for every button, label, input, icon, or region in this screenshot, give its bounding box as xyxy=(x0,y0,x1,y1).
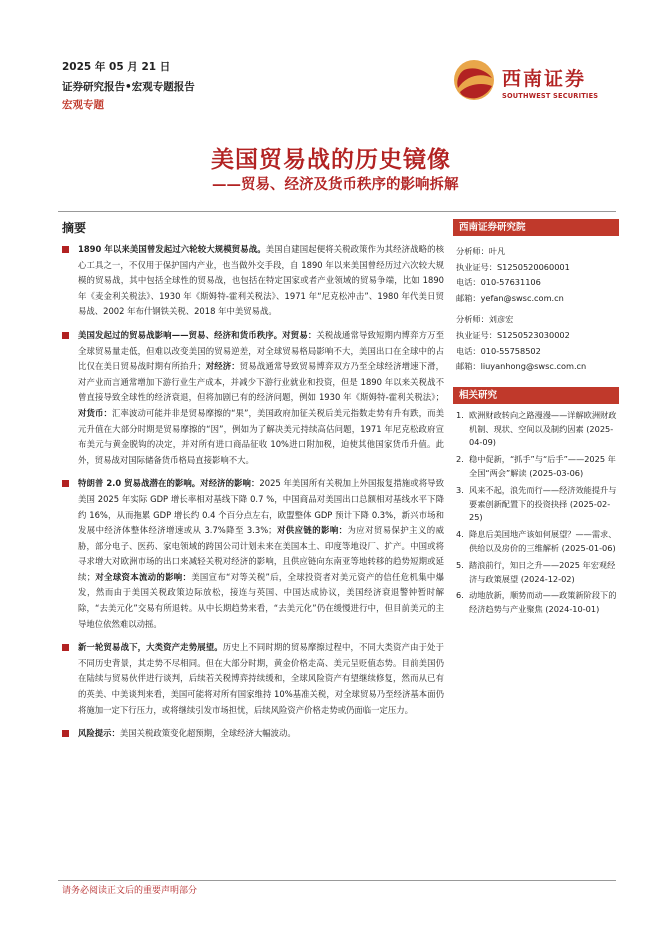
footer-disclaimer: 请务必阅读正文后的重要声明部分 xyxy=(62,886,198,896)
paragraph-text: 2025 年美国所有关税加上外国报复措施或将导致美国 2025 年实际 GDP 增长率相对基线下降 0.7 %，中国商品对美国出口总额相对基线水平下降约 16%，从而拖累 GDP 增长约 0.4 个百分点左右，欧盟整体 GDP 预计下降 0.3%，新兴市场和发展中经济体整体经济增速或从 3.7%降至 3.3%； xyxy=(78,478,444,536)
report-title: 美国贸易战的历史镜像 xyxy=(211,146,451,173)
bullet-icon xyxy=(62,246,69,253)
company-logo xyxy=(452,58,612,110)
related-heading: 相关研究 xyxy=(453,387,619,404)
related-item[interactable] xyxy=(456,559,619,587)
paragraph-lead: 美国发起过的贸易战影响——贸易、经济和货币秩序。对贸易： xyxy=(78,329,317,340)
related-item[interactable] xyxy=(456,589,619,617)
related-item-text: 踏浪前行，知日之升——2025 年宏观经济与政策展望 (2024-12-02) xyxy=(469,559,616,584)
related-item-number: 1. xyxy=(456,409,464,420)
related-item-number: 6. xyxy=(456,590,464,601)
paragraph-lead: 对经济： xyxy=(205,361,240,372)
related-item-number: 5. xyxy=(456,559,464,570)
abstract-paragraph xyxy=(62,328,444,468)
bullet-icon xyxy=(62,332,69,339)
related-item[interactable] xyxy=(456,409,619,450)
report-type: 证券研究报告•宏观专题报告 xyxy=(62,81,195,93)
top-divider xyxy=(58,211,616,212)
paragraph-lead: 特朗普 2.0 贸易战潜在的影响。对经济的影响： xyxy=(78,478,260,489)
related-item-number: 4. xyxy=(456,529,464,540)
abstract-paragraph xyxy=(62,476,444,632)
logo-name-cn: 西南证券 xyxy=(502,68,587,90)
related-item[interactable] xyxy=(456,528,619,556)
paragraph-lead: 风险提示： xyxy=(78,728,120,739)
paragraph-text: 关税战通常导致短期内博弈方万至全球贸易量走低，但难以改变美国的贸易逆差，对全球贸易格局影响不大，美国出口在全球中的占比仅在美日贸易战时期有所抬升； xyxy=(78,329,445,372)
abstract-body xyxy=(62,242,444,750)
paragraph-text: 美国宣布“对等关税”后，全球投资者对美元资产的信任危机集中爆发，然而由于美国关税政策边际放松，接连与英国、中国达成协议，美国经济衰退警钟暂时解除，“去美元化”交易有所退转。从中长期趋势来看，“去美元化”仍在缓慢进行中，但目前美元的主导地位依然难以动摇。 xyxy=(78,571,445,629)
analyst-phone: 电话：010-55758502 xyxy=(456,345,541,356)
bullet-icon xyxy=(62,644,69,651)
analyst-license: 执业证号：S1250523030002 xyxy=(456,329,570,340)
paragraph-lead: 新一轮贸易战下，大类资产走势展望。 xyxy=(78,642,223,653)
paragraph-text: 美国关税政策变化超预期，全球经济大幅波动。 xyxy=(119,728,296,739)
related-list xyxy=(453,404,619,617)
analyst-email[interactable]: 邮箱：liuyanhong@swsc.com.cn xyxy=(456,361,587,372)
paragraph-text: 汇率波动可能并非是贸易摩擦的“果”，美国政府加征关税后美元指数走势有升有跌，而美元升值在大部分时期是贸易摩擦的“因”，例如为了解决美元持续高估问题，1971 年尼克松政府宣布美元与黄金脱钩的决定，并对所有进口商品征收 10%进口附加税，迫使其他国家货币升值。此外，贸易战对国际储备货币格局直接影响不大。 xyxy=(78,407,445,465)
bullet-icon xyxy=(62,730,69,737)
related-item-number: 2. xyxy=(456,454,464,465)
paragraph-lead: 对全球资本流动的影响： xyxy=(95,571,192,582)
related-item-text: 稳中促新，“抓手”与“后手”——2025 年全国“两会”解读 (2025-03-06) xyxy=(469,454,616,478)
related-item-text: 风来不起，浪先而行——经济效能提升与要素创新配置下的投资抉择 (2025-02-25) xyxy=(469,484,617,523)
abstract-paragraph xyxy=(62,242,444,320)
analyst-name: 分析师：叶凡 xyxy=(456,246,506,256)
report-subtitle: ——贸易、经济及货币秩序的影响拆解 xyxy=(212,176,459,193)
paragraph-text: 为应对贸易保护主义的威胁，部分电子、医药、家电领域的跨国公司计划未来在美国本土、印度等地设厂、扩产。中国或将寻求增大对欧洲市场的出口来减轻关税对经济的影响，且供应链向东南亚等地转移的趋势短期或延续； xyxy=(78,525,444,582)
related-item-text: 动地放新，顺势而动——政策新阶段下的经济趋势与产业聚焦 (2024-10-01) xyxy=(469,590,617,615)
bottom-divider xyxy=(58,880,616,881)
paragraph-text: 美国自建国起便将关税政策作为其经济战略的核心工具之一，不仅用于保护国内产业，也当做外交手段，自 1890 年以来美国曾经历过六次较大规模的贸易战，其中包括全球性的贸易战，也包括在特定国家或者产业领域的贸易争端，比如 1890 年《麦金利关税法》、1930 年《斯姆特-霍利关税法》、1971 年“尼克松冲击”、1980 年代美日贸易战、2002 年布什钢铁关税、2018 年中美贸易战。 xyxy=(78,244,444,317)
abstract-heading: 摘要 xyxy=(62,221,87,235)
analyst-phone: 电话：010-57631106 xyxy=(456,277,541,288)
analyst-info xyxy=(453,236,619,375)
related-item-text: 欧洲财政转向之路漫漫——详解欧洲财政机制、现状、空间以及制约因素 (2025-04-09) xyxy=(469,409,617,448)
analyst-name: 分析师：刘彦宏 xyxy=(456,314,514,325)
report-category: 宏观专题 xyxy=(62,99,104,111)
paragraph-lead: 对供应链的影响： xyxy=(276,525,348,536)
sidebar xyxy=(453,219,619,620)
report-date: 2025 年 05 月 21 日 xyxy=(62,61,171,73)
analyst-email[interactable]: 邮箱：yefan@swsc.com.cn xyxy=(456,292,564,303)
related-item-number: 3. xyxy=(456,484,464,495)
paragraph-lead: 1890 年以来美国曾发起过六轮较大规模贸易战。 xyxy=(78,244,266,254)
abstract-paragraph xyxy=(62,726,444,742)
paragraph-lead: 对货币： xyxy=(78,407,113,418)
related-research xyxy=(453,387,619,617)
institute-heading: 西南证券研究院 xyxy=(453,219,619,236)
paragraph-text: 贸易战通常导致贸易博弈双方乃至全球经济增速下滑，对产业而言通常增加下游行业生产成本，并减少下游行业就业和投资，但是 1890 年以来关税战不曾直接导致全球性的经济衰退，但将加剧已有的经济问题，例如 1930 年《斯姆特-霍利关税法》； xyxy=(78,361,445,403)
related-item-text: 降息后美国地产该如何展望？——需求、供给以及房价的三维解析 (2025-01-06) xyxy=(469,529,617,553)
bullet-icon xyxy=(62,480,69,487)
related-item[interactable] xyxy=(456,453,619,481)
paragraph-text: 历史上不同时期的贸易摩擦过程中，不同大类资产由于处于不同历史背景，其走势不尽相同。但在大部分时期，黄金价格走高、美元呈贬值态势。目前美国仍在陆续与贸易伙伴进行谈判，后续若关税博弈持续缓和，全球风险资产有望继续修复，然而从已有的英美、中美谈判来看，美国可能将对所有国家维持 10%基准关税，对全球贸易乃至经济基本面仍将施加一定下行压力，或将继续引发市场担忧，后续风险资产价格走势或仍面临一定压力。 xyxy=(78,642,445,715)
analyst-license: 执业证号：S1250520060001 xyxy=(456,261,570,272)
related-item[interactable] xyxy=(456,484,619,525)
logo-emblem-icon xyxy=(452,58,496,102)
abstract-paragraph xyxy=(62,640,444,718)
logo-name-en: SOUTHWEST SECURITIES xyxy=(502,92,599,100)
